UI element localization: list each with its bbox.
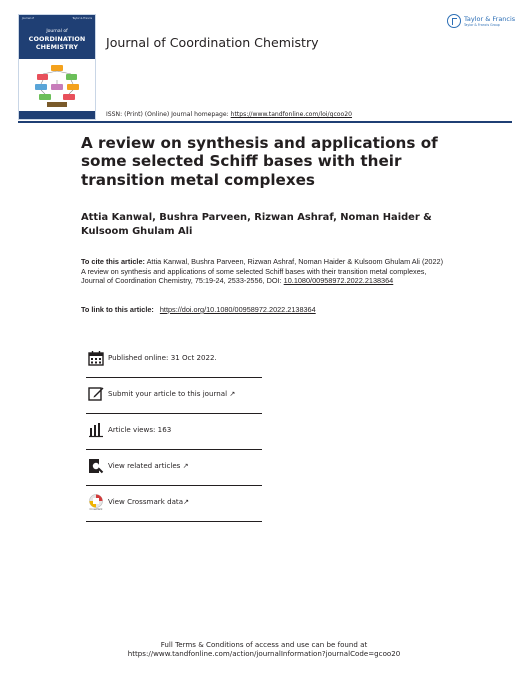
article-views-item bbox=[86, 413, 262, 449]
publisher-logo-subname: Taylor & Francis Group bbox=[464, 23, 500, 27]
citation-doi-link[interactable]: 10.1080/00958972.2022.2138364 bbox=[283, 276, 394, 286]
cover-title-line2: COORDINATION bbox=[28, 35, 86, 43]
journal-name: Journal of Coordination Chemistry bbox=[106, 35, 319, 50]
citation-text: Attia Kanwal, Bushra Parveen, Rizwan Ashraf, Noman Haider & Kulsoom Ghulam Ali (2022) A review on synthesis and applications of some selected Schiff bases with their transition metal complexes, Journal of Coordination Chemistry, 75:19-24, 2533-2556, DOI: bbox=[81, 257, 444, 286]
issn-line bbox=[106, 111, 352, 118]
cover-artwork bbox=[29, 63, 85, 109]
cover-top-right-text: Taylor & Francis bbox=[72, 17, 92, 20]
journal-cover-thumbnail bbox=[18, 14, 96, 120]
related-articles-label: View related articles bbox=[108, 461, 181, 470]
cover-top-left-text: Journal of bbox=[22, 17, 34, 20]
publisher-logo bbox=[447, 14, 515, 32]
search-icon bbox=[88, 458, 104, 474]
publisher-logo-name: Taylor & Francis bbox=[464, 15, 516, 23]
cover-top-band bbox=[19, 15, 95, 25]
header-rule bbox=[18, 121, 512, 123]
article-title: A review on synthesis and applications of some selected Schiff bases with their transition metal complexes bbox=[81, 134, 438, 189]
submit-article-link[interactable] bbox=[108, 389, 235, 398]
crossmark-item[interactable] bbox=[86, 485, 262, 521]
bar-chart-icon bbox=[88, 422, 104, 438]
external-link-icon: ↗ bbox=[229, 389, 236, 398]
article-link-line bbox=[81, 305, 316, 314]
citation-block bbox=[81, 257, 447, 286]
crossmark-link[interactable] bbox=[108, 497, 189, 506]
submit-article-label: Submit your article to this journal bbox=[108, 389, 228, 398]
external-link-icon: ↗ bbox=[183, 497, 190, 506]
published-online-label: Published online: 31 Oct 2022. bbox=[108, 353, 217, 362]
citation-label: To cite this article: bbox=[81, 257, 145, 266]
related-articles-link[interactable] bbox=[108, 461, 189, 470]
cover-title-line3: CHEMISTRY bbox=[35, 43, 79, 51]
item-divider bbox=[86, 521, 262, 522]
journal-homepage-link[interactable]: https://www.tandfonline.com/loi/gcoo20 bbox=[230, 111, 353, 118]
published-online-item bbox=[86, 341, 262, 377]
cover-title-line1: Journal of bbox=[46, 29, 68, 34]
footer-terms-text: Full Terms & Conditions of access and use can be found at bbox=[160, 640, 368, 649]
crossmark-icon bbox=[88, 494, 104, 510]
issn-text: ISSN: (Print) (Online) Journal homepage: bbox=[106, 111, 229, 118]
cover-title-block bbox=[19, 25, 95, 59]
svg-text:CrossMark: CrossMark bbox=[89, 507, 103, 510]
cover-bottom-band bbox=[19, 111, 95, 119]
publisher-logo-icon bbox=[447, 14, 461, 28]
edit-icon bbox=[88, 386, 104, 402]
calendar-icon bbox=[88, 350, 104, 366]
footer-terms-link[interactable]: https://www.tandfonline.com/action/journalInformation?journalCode=gcoo20 bbox=[127, 649, 401, 658]
crossmark-label: View Crossmark data bbox=[108, 497, 184, 506]
article-authors: Attia Kanwal, Bushra Parveen, Rizwan Ashraf, Noman Haider & Kulsoom Ghulam Ali bbox=[81, 212, 432, 237]
external-link-icon: ↗ bbox=[182, 461, 189, 470]
related-articles-item[interactable] bbox=[86, 449, 262, 485]
article-link-label: To link to this article: bbox=[81, 305, 154, 314]
article-views-label: Article views: 163 bbox=[108, 425, 172, 434]
article-doi-link[interactable]: https://doi.org/10.1080/00958972.2022.2138364 bbox=[159, 305, 316, 314]
submit-article-item[interactable] bbox=[86, 377, 262, 413]
